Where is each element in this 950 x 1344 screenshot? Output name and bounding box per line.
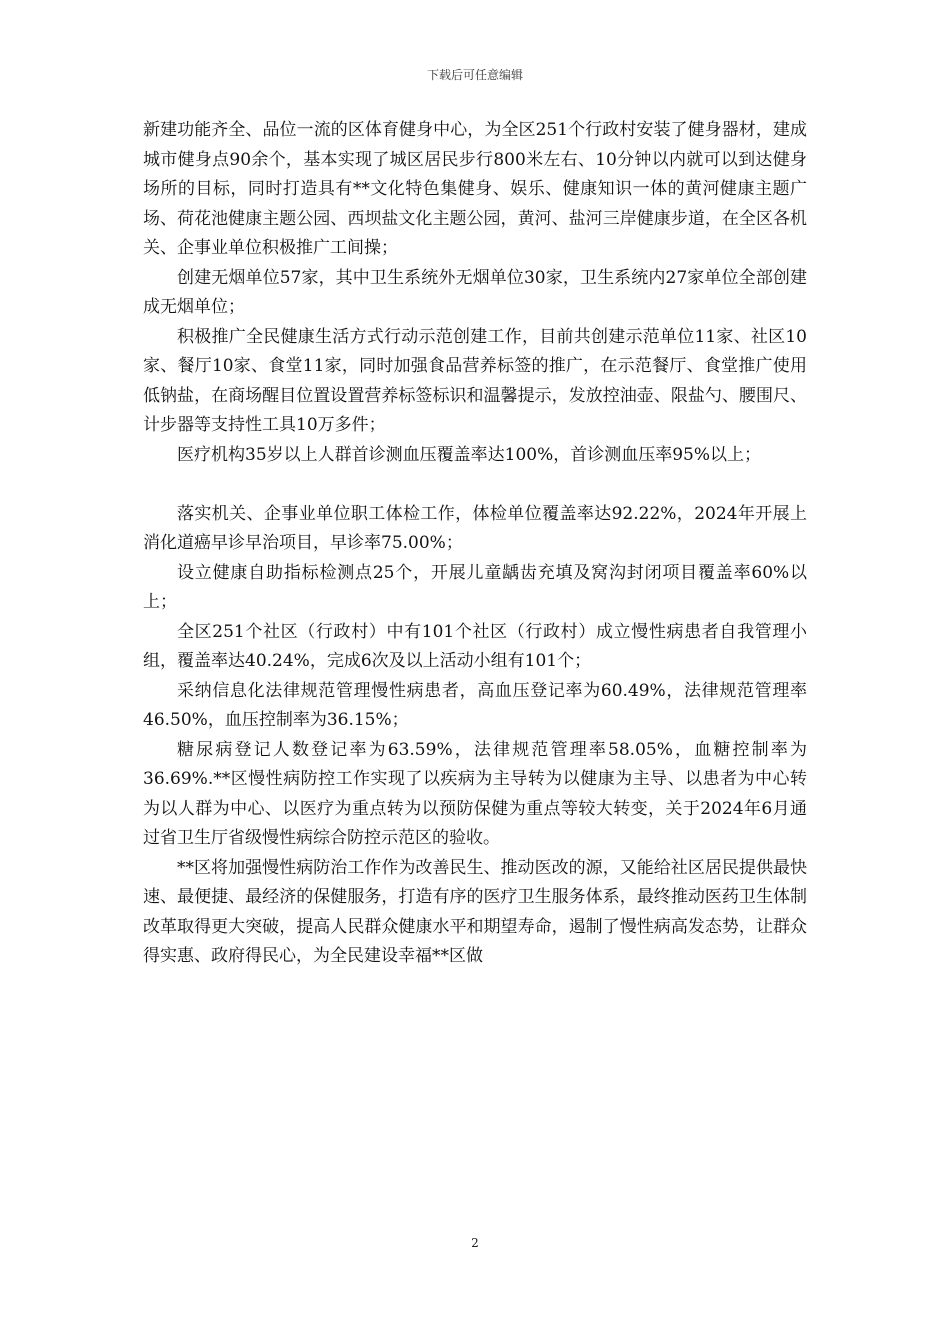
- document-body: [143, 116, 807, 972]
- paragraph-self-check-points: 设立健康自助指标检测点25个，开展儿童龋齿充填及窝沟封闭项目覆盖率60%以上；: [143, 562, 807, 612]
- page-number: 2: [471, 1236, 479, 1250]
- paragraph-chronic-disease-policy: **区将加强慢性病防治工作作为改善民生、推动医改的源，又能给社区居民提供最快速、最便捷、最经济的保健服务，打造有序的医疗卫生服务体系，最终推动医药卫生体制改革取得更大突破，提高人民群众健康水平和期望寿命，遏制了慢性病高发态势，让群众得实惠、政府得民心，为全民建设幸福**区做: [143, 857, 807, 966]
- page-header: 下载后可任意编辑: [426, 68, 523, 82]
- paragraph-fitness-facilities: 新建功能齐全、品位一流的区体育健身中心，为全区251个行政村安装了健身器材，建成城市健身点90余个，基本实现了城区居民步行800米左右、10分钟以内就可以到达健身场所的目标，同时打造具有**文化特色集健身、娱乐、健康知识一体的黄河健康主题广场、荷花池健康主题公园、西坝盐文化主题公园，黄河、盐河三岸健康步道，在全区各机关、企事业单位积极推广工间操；: [143, 120, 807, 258]
- paragraph-healthy-lifestyle: 积极推广全民健康生活方式行动示范创建工作，目前共创建示范单位11家、社区10家、餐厅10家、食堂11家，同时加强食品营养标签的推广，在示范餐厅、食堂推广使用低钠盐，在商场醒目位置设置营养标签标识和温馨提示，发放控油壶、限盐勺、腰围尺、计步器等支持性工具10万多件；: [143, 326, 807, 435]
- paragraph-diabetes-management: 糖尿病登记人数登记率为63.59%，法律规范管理率58.05%，血糖控制率为36.69%.**区慢性病防控工作实现了以疾病为主导转为以健康为主导、以患者为中心转为以人群为中心、以医疗为重点转为以预防保健为重点等较大转变，关于2024年6月通过省卫生厅省级慢性病综合防控示范区的验收。: [143, 739, 807, 848]
- paragraph-hypertension-management: 采纳信息化法律规范管理慢性病患者，高血压登记率为60.49%，法律规范管理率46.50%，血压控制率为36.15%；: [143, 680, 807, 730]
- paragraph-self-management-groups: 全区251个社区（行政村）中有101个社区（行政村）成立慢性病患者自我管理小组，覆盖率达40.24%，完成6次及以上活动小组有101个；: [143, 621, 807, 671]
- paragraph-smoke-free: 创建无烟单位57家，其中卫生系统外无烟单位30家，卫生系统内27家单位全部创建成无烟单位；: [143, 267, 807, 317]
- paragraph-employee-checkup: 落实机关、企事业单位职工体检工作，体检单位覆盖率达92.22%，2024年开展上消化道癌早诊早治项目，早诊率75.00%；: [143, 503, 807, 553]
- paragraph-blood-pressure-screening: 医疗机构35岁以上人群首诊测血压覆盖率达100%，首诊测血压率95%以上；: [177, 444, 762, 465]
